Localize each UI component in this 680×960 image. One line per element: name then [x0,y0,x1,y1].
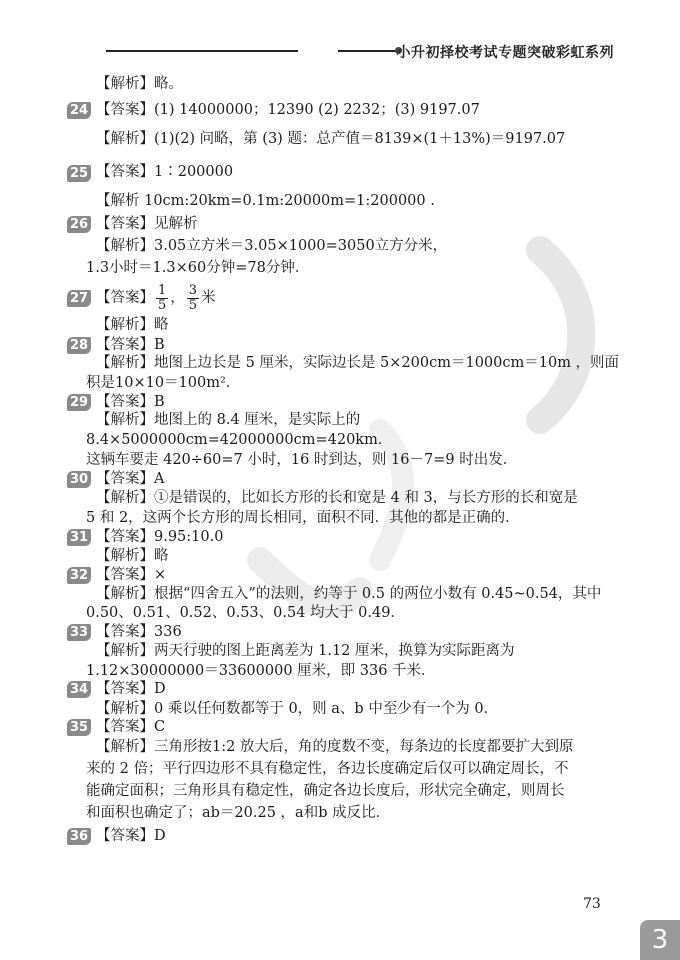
analysis-line: 【解析】略。 [96,76,183,92]
chapter-tab: 3 [640,920,680,960]
question-badge: 35 [67,719,91,736]
question-badge: 36 [67,828,91,845]
analysis-line: 来的 2 倍；平行四边形不具有稳定性，各边长度确定后仅可以确定周长，不 [86,761,569,777]
series-title: 小升初择校考试专题突破彩虹系列 [396,45,614,61]
answer-line: 【答案】336 [96,624,182,640]
analysis-line: 【解析】地图上边长是 5 厘米，实际边长是 5×200cm＝1000cm＝10m ，则面 [96,355,620,371]
answer-line: 【答案】C [96,719,166,735]
question-badge: 31 [67,529,91,546]
analysis-line: 8.4×5000000cm=42000000cm=420km． [86,432,393,448]
analysis-line: 积是10×10＝100m²． [86,375,241,391]
answer-line: 【答案】× [96,567,167,583]
question-badge: 25 [67,165,91,182]
analysis-line: 【解析 10cm:20km=0.1m:20000m=1:200000 . [96,193,435,209]
analysis-line: 和面积也确定了；ab＝20.25 ，a和b 成反比． [86,805,391,821]
answer-line: 【答案】 $\frac{1}{5}$ ， $\frac{3}{5}$ 米 [96,282,216,313]
analysis-line: 0.50、0.51、0.52、0.53、0.54 均大于 0.49． [86,605,405,621]
answer-line: 【答案】A [96,471,165,487]
question-badge: 34 [67,681,91,698]
analysis-line: 1.3小时＝1.3×60分钟=78分钟． [86,260,310,276]
analysis-line: 【解析】①是错误的，比如长方形的长和宽是 4 和 3，与长方形的长和宽是 [96,490,578,506]
analysis-line: 这辆车要走 420÷60=7 小时，16 时到达，则 16－7=9 时出发． [86,452,518,468]
answer-unit: 米 [201,290,216,306]
answer-line: 【答案】1∶200000 [96,164,234,180]
question-badge: 26 [67,216,91,233]
analysis-line: 【解析】3.05立方米＝3.05×1000=3050立方分米， [96,238,448,254]
question-badge: 24 [67,102,91,119]
analysis-line: 【解析】略 [96,317,169,333]
analysis-line: 【解析】根据“四舍五入”的法则，约等于 0.5 的两位小数有 0.45~0.54，其中 [96,586,602,602]
analysis-line: 1.12×30000000＝33600000 厘米，即 336 千米． [86,663,436,679]
page-number: 73 [583,896,601,912]
fraction-one-fifth: $\frac{1}{5}$ [158,282,167,313]
question-badge: 32 [67,567,91,584]
answer-line: 【答案】见解析 [96,216,198,232]
analysis-line: 【解析】地图上的 8.4 厘米，是实际上的 [96,412,361,428]
analysis-line: 【解析】两天行驶的图上距离差为 1.12 厘米，换算为实际距离为 [96,643,515,659]
question-badge: 28 [67,337,91,354]
question-badge: 30 [67,471,91,488]
answer-line: 【答案】B [96,337,165,353]
analysis-line: 【解析】(1)(2) 问略，第 (3) 题：总产值＝8139×(1＋13%)＝9197.07 [96,131,566,147]
answer-line: 【答案】D [96,828,166,844]
answer-line: 【答案】(1) 14000000；12390 (2) 2232；(3) 9197.07 [96,102,480,118]
header-rule-left [106,50,298,52]
question-badge: 27 [67,290,91,307]
question-badge: 29 [67,394,91,411]
answer-line: 【答案】B [96,394,165,410]
answer-prefix: 【答案】 [96,290,154,306]
analysis-line: 能确定面积；三角形具有稳定性，确定各边长度后，形状完全确定，则周长 [86,783,565,799]
analysis-line: 5 和 2，这两个长方形的周长相同，面积不同．其他的都是正确的． [86,510,520,526]
analysis-line: 【解析】三角形按1:2 放大后，角的度数不变，每条边的长度都要扩大到原 [96,739,574,755]
answer-line: 【答案】9.95:10.0 [96,529,224,545]
analysis-line: 【解析】0 乘以任何数都等于 0，则 a、b 中至少有一个为 0． [96,701,499,717]
header-rule-right [338,50,396,52]
fraction-three-fifths: $\frac{3}{5}$ [188,282,198,313]
question-badge: 33 [67,624,91,641]
analysis-line: 【解析】略 [96,548,169,564]
answer-line: 【答案】D [96,681,166,697]
